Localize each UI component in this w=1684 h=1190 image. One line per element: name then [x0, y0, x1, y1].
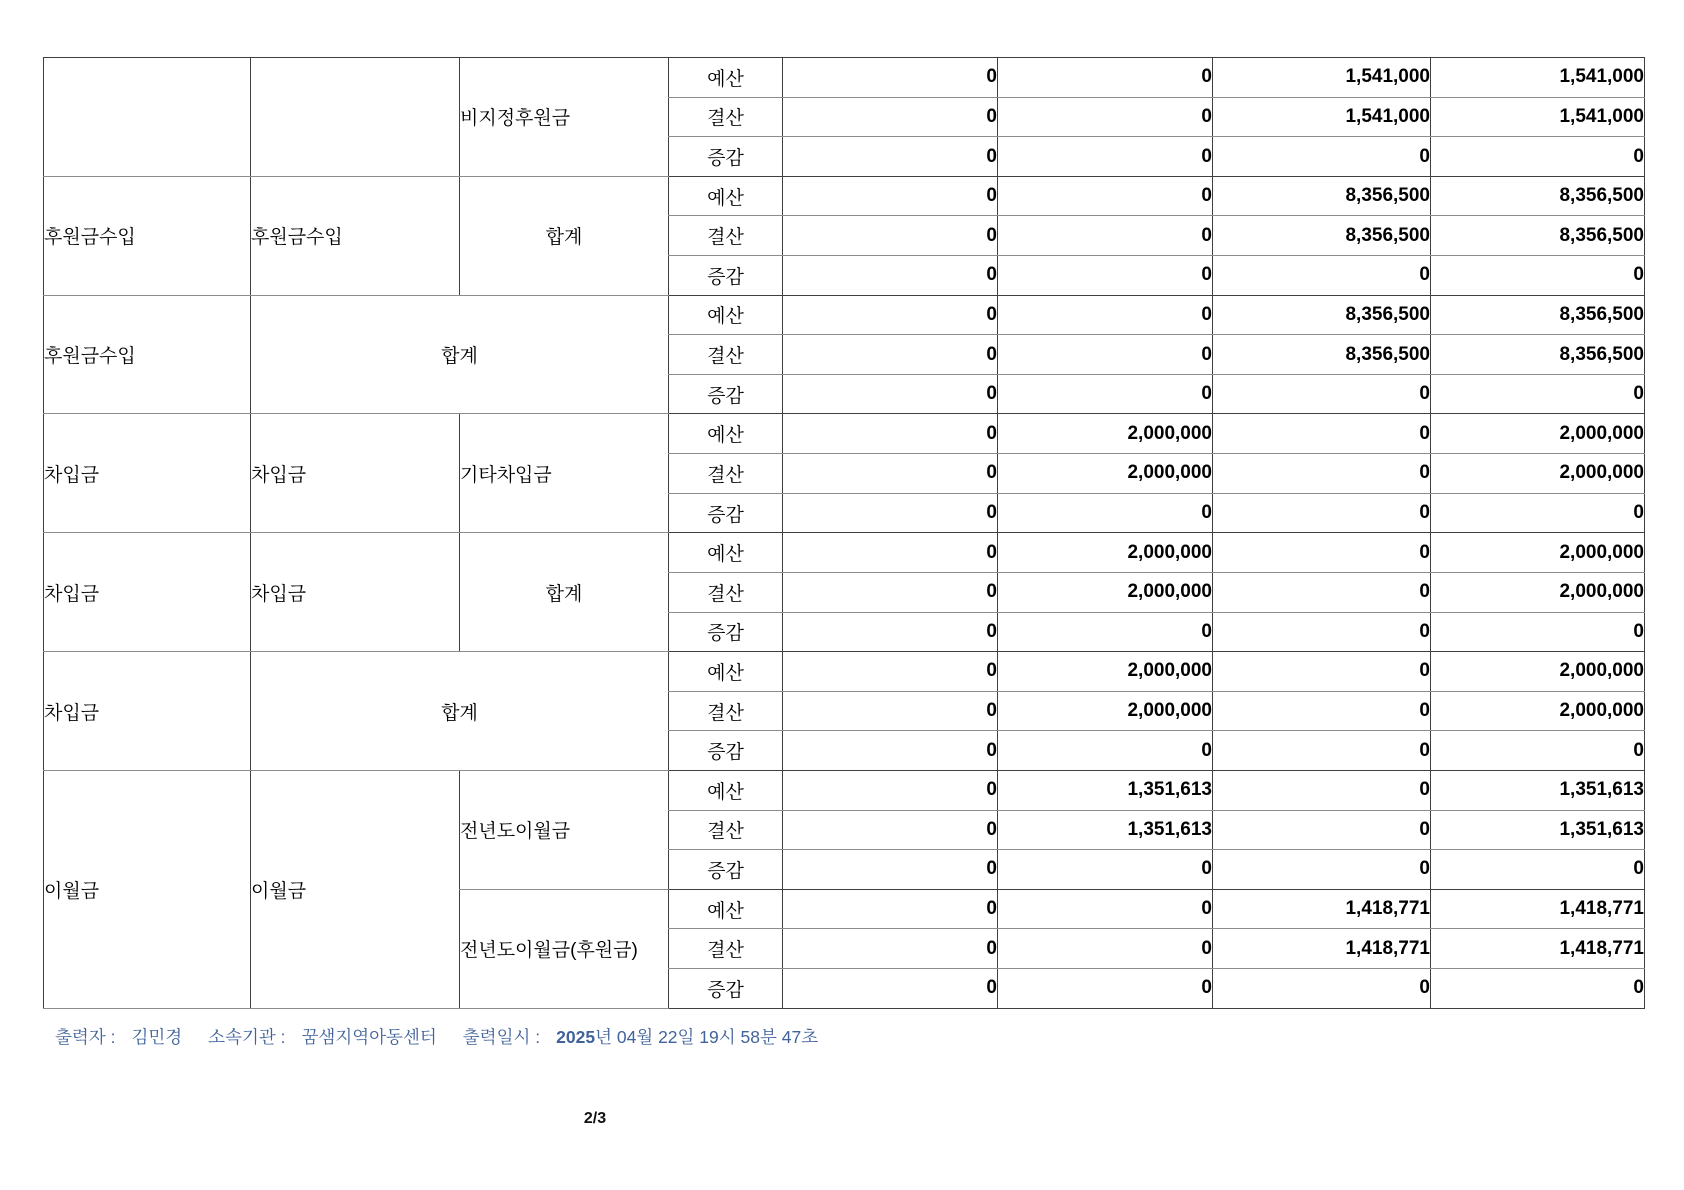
value-cell: 0: [783, 850, 998, 890]
rowtype-cell: 결산: [669, 810, 783, 850]
value-cell: 0: [1213, 969, 1431, 1009]
value-cell: 0: [783, 612, 998, 652]
value-cell: 0: [783, 414, 998, 454]
rowtype-cell: 결산: [669, 929, 783, 969]
value-cell: 8,356,500: [1431, 335, 1645, 375]
item-cell: 전년도이월금: [460, 770, 669, 889]
value-cell: 0: [998, 97, 1213, 137]
rowtype-cell: 증감: [669, 374, 783, 414]
value-cell: 0: [998, 889, 1213, 929]
subcategory-cell: 차입금: [251, 414, 460, 533]
value-cell: 1,541,000: [1431, 97, 1645, 137]
rowtype-cell: 증감: [669, 612, 783, 652]
value-cell: 0: [1213, 691, 1431, 731]
print-datetime-label: 출력일시 :: [462, 1027, 541, 1047]
category-cell: [44, 58, 251, 177]
table-row: [44, 176, 1645, 216]
item-cell: 합계: [460, 176, 669, 295]
rowtype-cell: 증감: [669, 731, 783, 771]
organization-label: 소속기관 :: [208, 1027, 286, 1047]
value-cell: 0: [783, 572, 998, 612]
value-cell: 0: [783, 533, 998, 573]
rowtype-cell: 증감: [669, 137, 783, 177]
value-cell: 0: [1213, 137, 1431, 177]
value-cell: 0: [1213, 414, 1431, 454]
value-cell: 0: [783, 256, 998, 296]
rowtype-cell: 증감: [669, 256, 783, 296]
category-cell: 차입금: [44, 533, 251, 652]
subcategory-cell: 이월금: [251, 770, 460, 1008]
value-cell: 0: [1213, 850, 1431, 890]
value-cell: 1,351,613: [998, 810, 1213, 850]
value-cell: 0: [783, 97, 998, 137]
value-cell: 0: [783, 929, 998, 969]
value-cell: 0: [783, 493, 998, 533]
value-cell: 0: [783, 652, 998, 692]
rowtype-cell: 결산: [669, 691, 783, 731]
value-cell: 8,356,500: [1431, 176, 1645, 216]
value-cell: 0: [998, 374, 1213, 414]
value-cell: 0: [1213, 572, 1431, 612]
rowtype-cell: 예산: [669, 770, 783, 810]
value-cell: 2,000,000: [998, 691, 1213, 731]
page-indicator: 2/3: [583, 1110, 607, 1127]
category-cell: 후원금수입: [44, 176, 251, 295]
value-cell: 0: [998, 58, 1213, 98]
value-cell: 0: [1431, 137, 1645, 177]
subcategory-cell: 차입금: [251, 533, 460, 652]
category-cell: 차입금: [44, 652, 251, 771]
value-cell: 0: [998, 176, 1213, 216]
value-cell: 0: [1431, 612, 1645, 652]
value-cell: 0: [783, 374, 998, 414]
category-cell: 이월금: [44, 770, 251, 1008]
value-cell: 0: [1213, 374, 1431, 414]
value-cell: 0: [1431, 256, 1645, 296]
value-cell: 0: [1431, 969, 1645, 1009]
value-cell: 2,000,000: [998, 572, 1213, 612]
table-row: [44, 652, 1645, 692]
value-cell: 8,356,500: [1431, 216, 1645, 256]
rowtype-cell: 결산: [669, 335, 783, 375]
value-cell: 0: [783, 58, 998, 98]
value-cell: 0: [998, 216, 1213, 256]
value-cell: 0: [998, 137, 1213, 177]
table-row: [44, 770, 1645, 810]
item-cell: 비지정후원금: [460, 58, 669, 177]
value-cell: 0: [1213, 256, 1431, 296]
value-cell: 0: [1213, 652, 1431, 692]
rowtype-cell: 결산: [669, 216, 783, 256]
value-cell: 0: [783, 454, 998, 494]
category-cell: 후원금수입: [44, 295, 251, 414]
value-cell: 0: [1431, 374, 1645, 414]
print-info-footer: [55, 1024, 818, 1049]
value-cell: 1,418,771: [1431, 889, 1645, 929]
value-cell: 2,000,000: [1431, 454, 1645, 494]
value-cell: 1,418,771: [1431, 929, 1645, 969]
rowtype-cell: 예산: [669, 295, 783, 335]
rowtype-cell: 결산: [669, 572, 783, 612]
value-cell: 0: [1213, 493, 1431, 533]
value-cell: 0: [998, 295, 1213, 335]
printer-name: 김민경: [131, 1027, 183, 1047]
value-cell: 2,000,000: [1431, 414, 1645, 454]
subcategory-cell: 후원금수입: [251, 176, 460, 295]
value-cell: 2,000,000: [998, 414, 1213, 454]
value-cell: 1,541,000: [1431, 58, 1645, 98]
value-cell: 0: [998, 493, 1213, 533]
total-cell: 합계: [251, 295, 669, 414]
rowtype-cell: 증감: [669, 969, 783, 1009]
value-cell: 0: [783, 335, 998, 375]
value-cell: 8,356,500: [1213, 176, 1431, 216]
value-cell: 0: [998, 256, 1213, 296]
organization-name: 꿈샘지역아동센터: [301, 1027, 437, 1047]
total-cell: 합계: [251, 652, 669, 771]
item-cell: 합계: [460, 533, 669, 652]
value-cell: 0: [998, 929, 1213, 969]
value-cell: 0: [1213, 454, 1431, 494]
value-cell: 0: [783, 731, 998, 771]
table-row: [44, 533, 1645, 573]
value-cell: 0: [1213, 533, 1431, 573]
budget-settlement-table: [43, 57, 1645, 1009]
rowtype-cell: 예산: [669, 414, 783, 454]
value-cell: 0: [783, 691, 998, 731]
value-cell: 8,356,500: [1213, 335, 1431, 375]
value-cell: 0: [783, 969, 998, 1009]
value-cell: 1,351,613: [998, 770, 1213, 810]
value-cell: 0: [1431, 850, 1645, 890]
rowtype-cell: 결산: [669, 97, 783, 137]
rowtype-cell: 예산: [669, 58, 783, 98]
rowtype-cell: 예산: [669, 889, 783, 929]
value-cell: 8,356,500: [1213, 295, 1431, 335]
value-cell: 0: [998, 335, 1213, 375]
value-cell: 0: [998, 731, 1213, 771]
rowtype-cell: 결산: [669, 454, 783, 494]
value-cell: 1,351,613: [1431, 770, 1645, 810]
value-cell: 0: [998, 612, 1213, 652]
value-cell: 2,000,000: [1431, 691, 1645, 731]
value-cell: 0: [1213, 731, 1431, 771]
print-datetime-rest: 년 04월 22일 19시 58분 47초: [595, 1027, 819, 1047]
value-cell: 2,000,000: [998, 454, 1213, 494]
value-cell: 0: [1213, 612, 1431, 652]
rowtype-cell: 예산: [669, 176, 783, 216]
value-cell: 2,000,000: [1431, 572, 1645, 612]
rowtype-cell: 예산: [669, 533, 783, 573]
item-cell: 기타차입금: [460, 414, 669, 533]
subcategory-cell: [251, 58, 460, 177]
table-row: [44, 414, 1645, 454]
value-cell: 0: [998, 969, 1213, 1009]
value-cell: 0: [783, 770, 998, 810]
value-cell: 0: [783, 889, 998, 929]
value-cell: 0: [998, 850, 1213, 890]
value-cell: 0: [1213, 770, 1431, 810]
value-cell: 8,356,500: [1213, 216, 1431, 256]
value-cell: 0: [783, 137, 998, 177]
value-cell: 0: [783, 216, 998, 256]
value-cell: 1,418,771: [1213, 889, 1431, 929]
value-cell: 0: [1213, 810, 1431, 850]
value-cell: 1,351,613: [1431, 810, 1645, 850]
item-cell: 전년도이월금(후원금): [460, 889, 669, 1008]
value-cell: 1,418,771: [1213, 929, 1431, 969]
table-row: [44, 295, 1645, 335]
table-row: [44, 58, 1645, 98]
printer-label: 출력자 :: [55, 1027, 116, 1047]
value-cell: 0: [783, 176, 998, 216]
rowtype-cell: 증감: [669, 493, 783, 533]
value-cell: 0: [1431, 493, 1645, 533]
value-cell: 0: [783, 810, 998, 850]
category-cell: 차입금: [44, 414, 251, 533]
value-cell: 0: [783, 295, 998, 335]
print-datetime-year: 2025: [556, 1027, 596, 1047]
rowtype-cell: 예산: [669, 652, 783, 692]
value-cell: 2,000,000: [998, 652, 1213, 692]
value-cell: 1,541,000: [1213, 97, 1431, 137]
value-cell: 8,356,500: [1431, 295, 1645, 335]
value-cell: 1,541,000: [1213, 58, 1431, 98]
value-cell: 2,000,000: [1431, 652, 1645, 692]
value-cell: 0: [1431, 731, 1645, 771]
print-datetime-value: [556, 1024, 818, 1049]
rowtype-cell: 증감: [669, 850, 783, 890]
value-cell: 2,000,000: [998, 533, 1213, 573]
value-cell: 2,000,000: [1431, 533, 1645, 573]
